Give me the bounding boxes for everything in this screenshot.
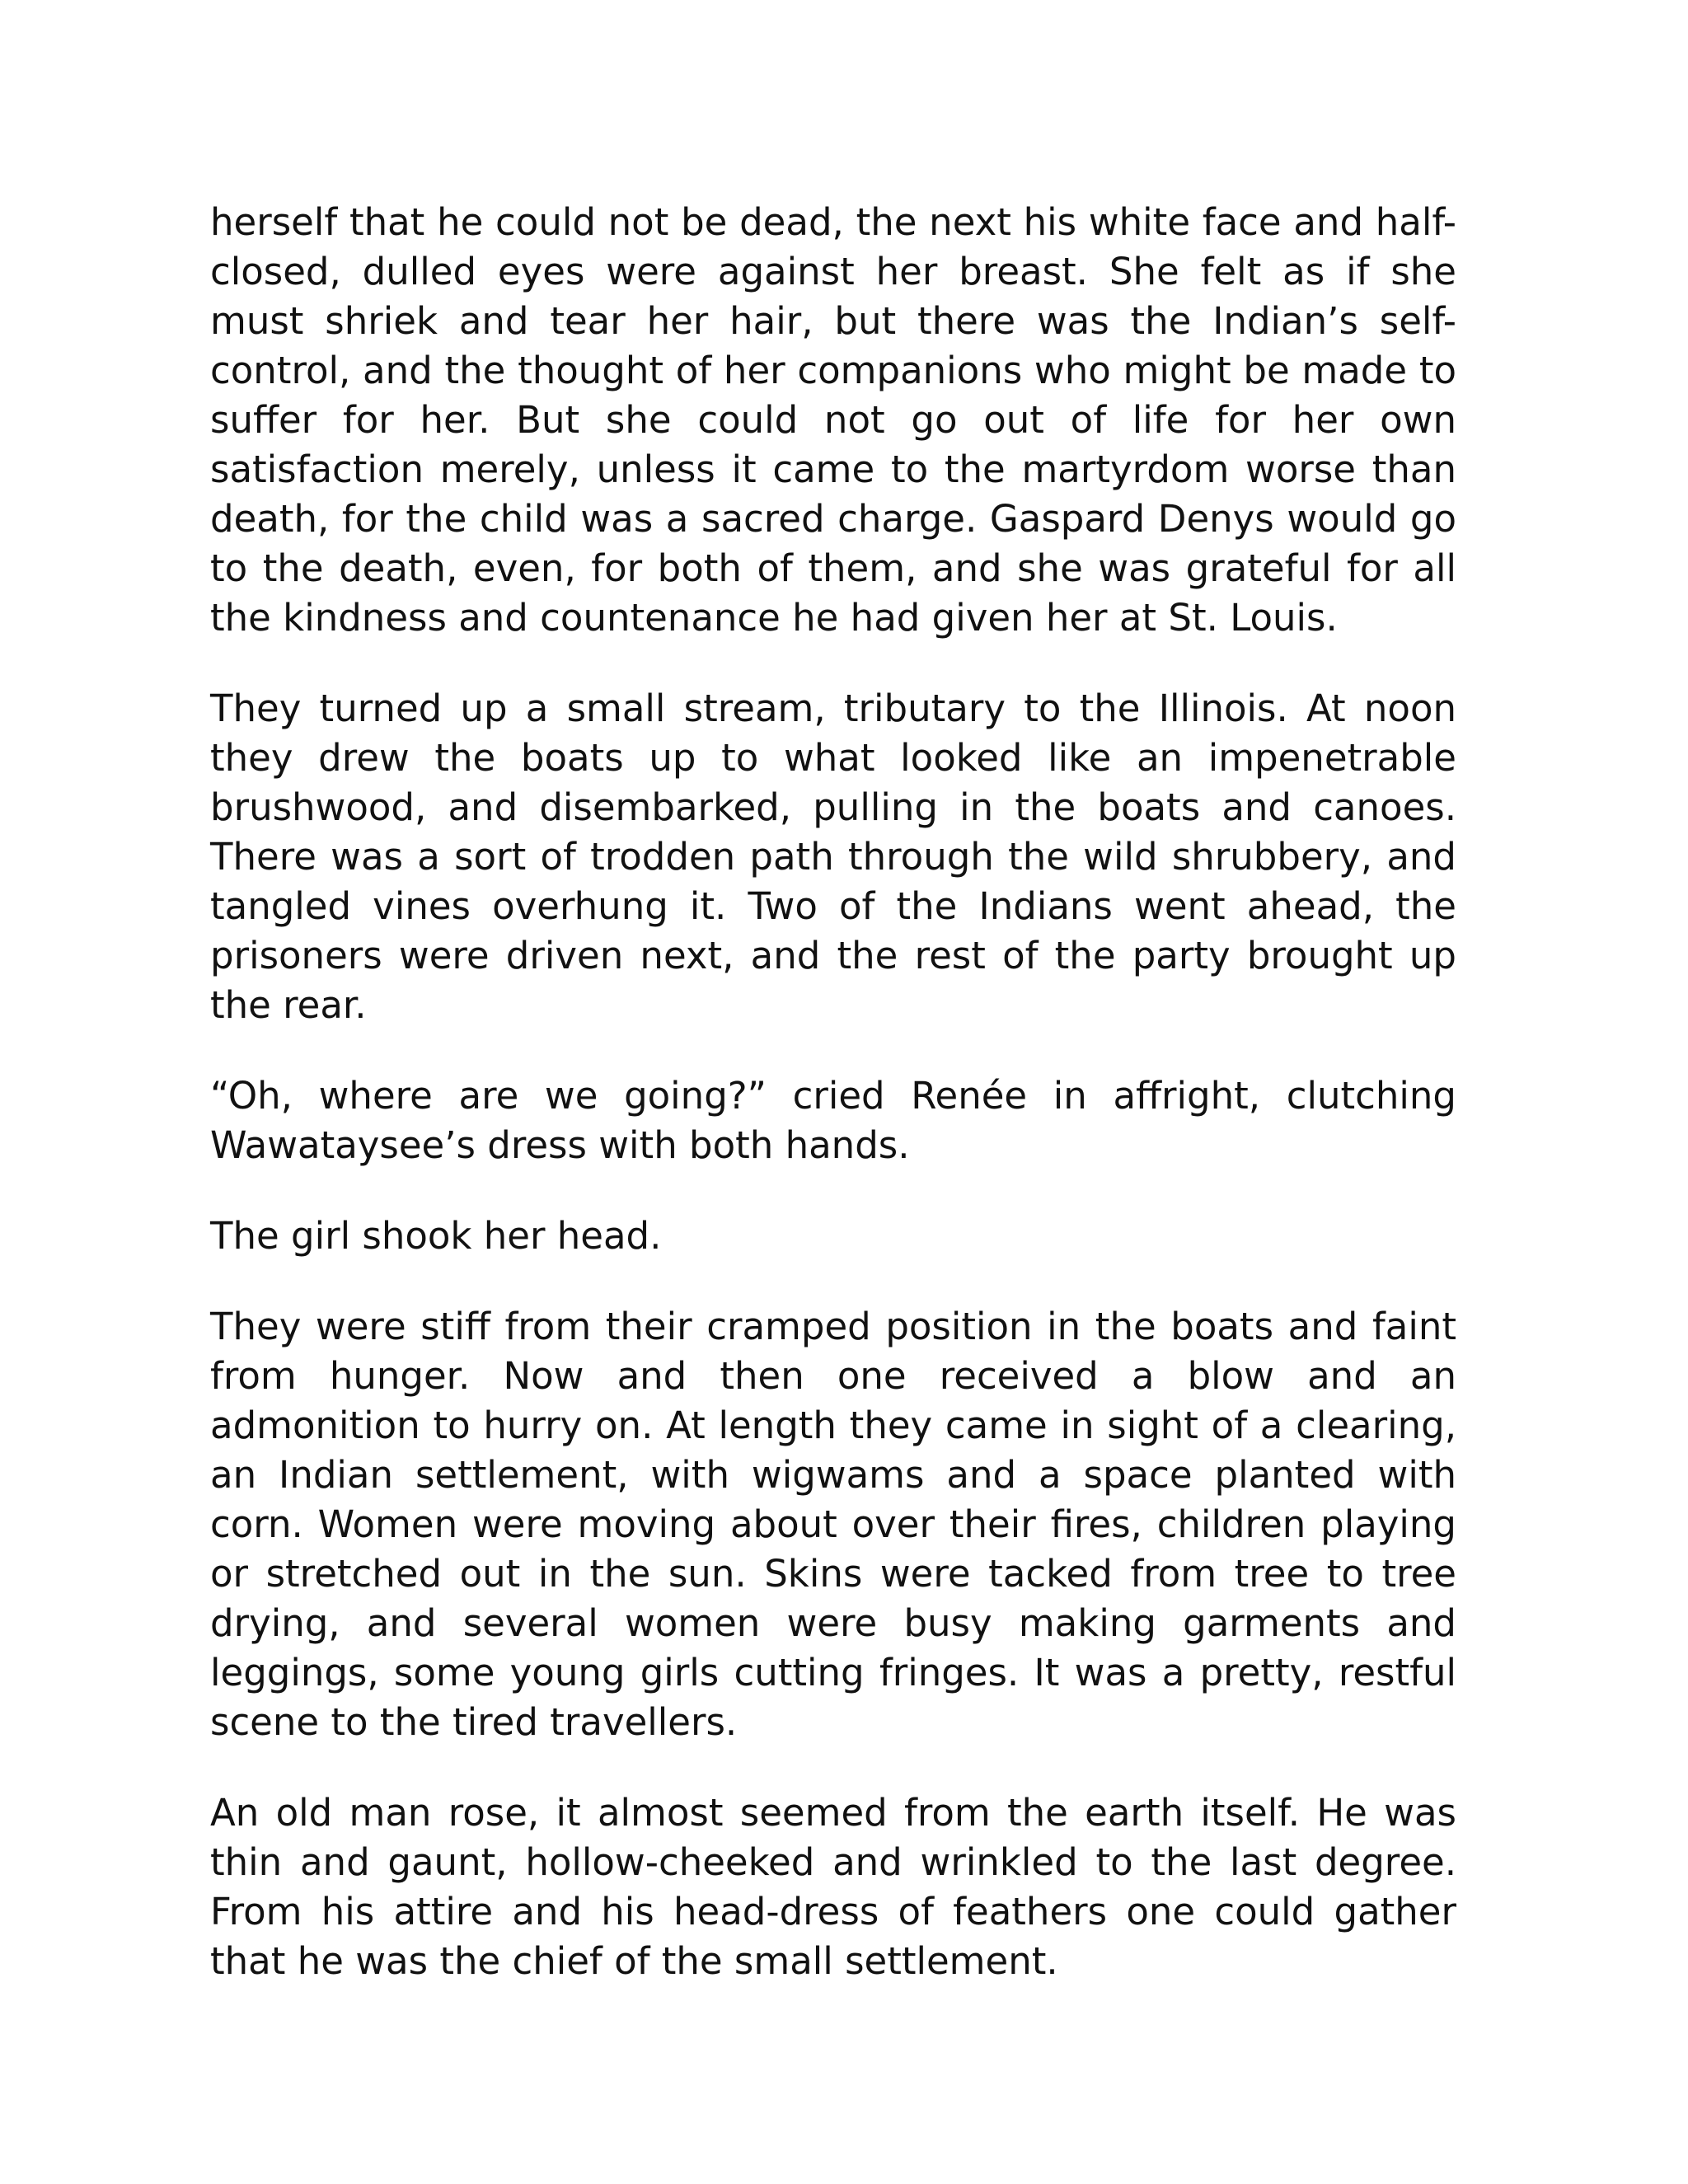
paragraph: They were stiff from their cramped position in the boats and faint from hunger. Now and then one received a blow and an admonition to hurry on. At length they came in sight of a clearing, an Indian settlement, with wigwams and a space planted with corn. Women were moving about over their fires, children playing or stretched out in the sun. Skins were tacked from tree to tree drying, and several women were busy making garments and leggings, some young girls cutting fringes. It was a pretty, restful scene to the tired travellers. xyxy=(210,1305,1456,1744)
paragraph: The girl shook her head. xyxy=(210,1214,662,1258)
body-text xyxy=(210,198,1456,2027)
paragraph: An old man rose, it almost seemed from the earth itself. He was thin and gaunt, hollow-cheeked and wrinkled to the last degree. From his attire and his head-dress of feathers one could gather that he was the chief of the small settlement. xyxy=(210,1791,1456,1983)
paragraph: herself that he could not be dead, the next his white face and half-closed, dulled eyes were against her breast. She felt as if she must shriek and tear her hair, but there was the Indian’s self-control, and the thought of her companions who might be made to suffer for her. But she could not go out of life for her own satisfaction merely, unless it came to the martyrdom worse than death, for the child was a sacred charge. Gaspard Denys would go to the death, even, for both of them, and she was grateful for all the kindness and countenance he had given her at St. Louis. xyxy=(210,200,1456,640)
paragraph: “Oh, where are we going?” cried Renée in affright, clutching Wawataysee’s dress with both hands. xyxy=(210,1074,1456,1167)
paragraph: They turned up a small stream, tributary to the Illinois. At noon they drew the boats up to what looked like an impenetrable brushwood, and disembarked, pulling in the boats and canoes. There was a sort of trodden path through the wild shrubbery, and tangled vines overhung it. Two of the Indians went ahead, the prisoners were driven next, and the rest of the party brought up the rear. xyxy=(210,687,1456,1027)
